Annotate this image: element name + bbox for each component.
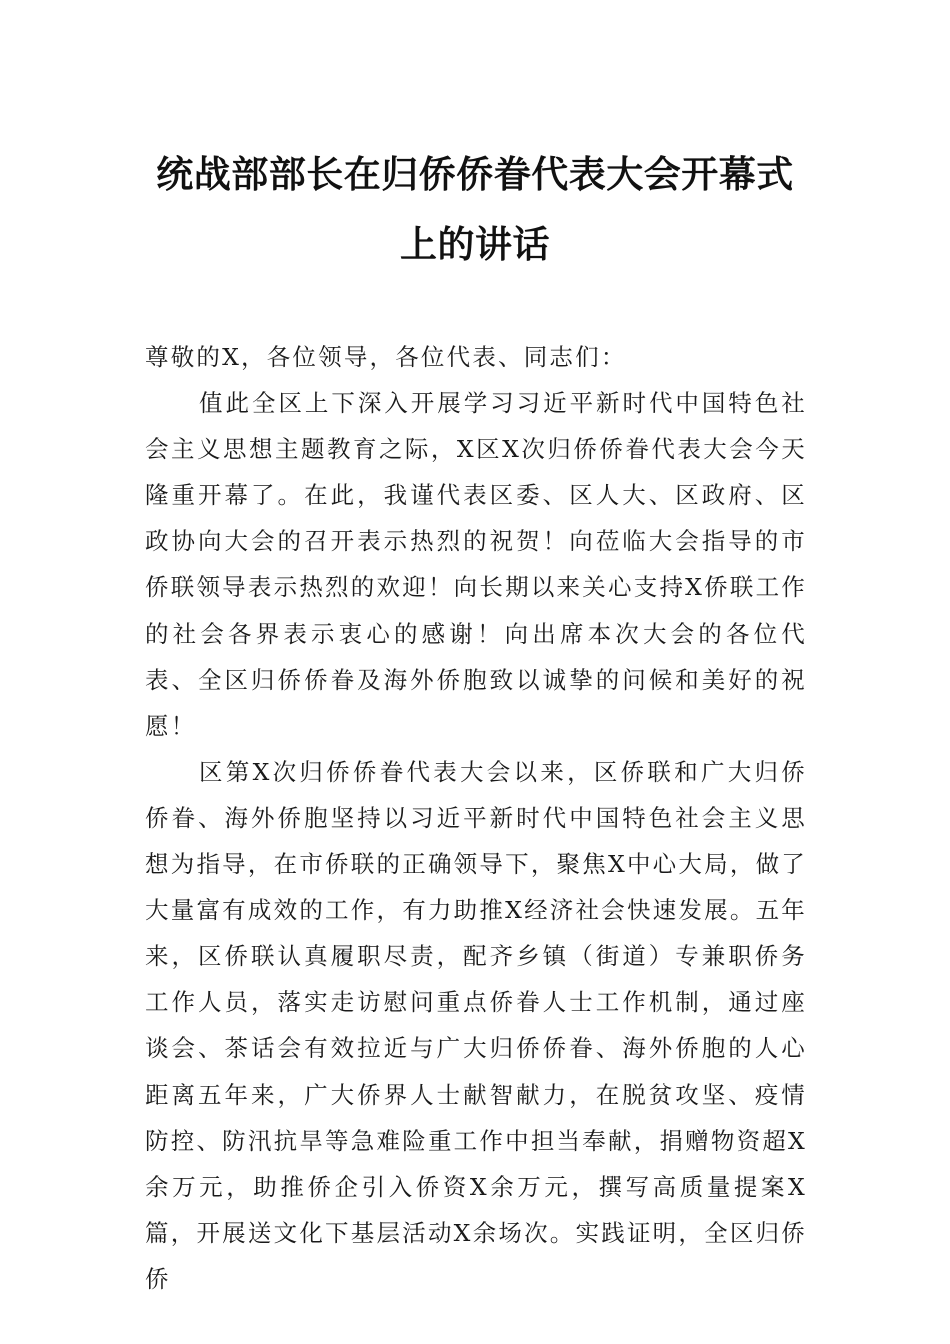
- paragraph-review: 区第X次归侨侨眷代表大会以来，区侨联和广大归侨侨眷、海外侨胞坚持以习近平新时代中国特色社会主义思想为指导，在市侨联的正确领导下，聚焦X中心大局，做了大量富有成效的工作，有力助推X经济社会快速发展。五年来，区侨联认真履职尽责，配齐乡镇（街道）专兼职侨务工作人员，落实走访慰问重点侨眷人士工作机制，通过座谈会、茶话会有效拉近与广大归侨侨眷、海外侨胞的人心距离五年来，广大侨界人士献智献力，在脱贫攻坚、疫情防控、防汛抗旱等急难险重工作中担当奉献，捐赠物资超X余万元，助推侨企引入侨资X余万元，撰写高质量提案X篇，开展送文化下基层活动X余场次。实践证明，全区归侨侨: [145, 757, 807, 1293]
- salutation: 尊敬的X，各位领导，各位代表、同志们：: [145, 343, 627, 371]
- paragraph-opening: 值此全区上下深入开展学习习近平新时代中国特色社会主义思想主题教育之际，X区X次归侨侨眷代表大会今天隆重开幕了。在此，我谨代表区委、区人大、区政府、区政协向大会的召开表示热烈的祝贺！向莅临大会指导的市侨联领导表示热烈的欢迎！向长期以来关心支持X侨联工作的社会各界表示衷心的感谢！向出席本次大会的各位代表、全区归侨侨眷及海外侨胞致以诚挚的问候和美好的祝愿！: [145, 389, 807, 740]
- document-title: 统战部部长在归侨侨眷代表大会开幕式上的讲话: [156, 153, 794, 266]
- document-body: [145, 334, 807, 1302]
